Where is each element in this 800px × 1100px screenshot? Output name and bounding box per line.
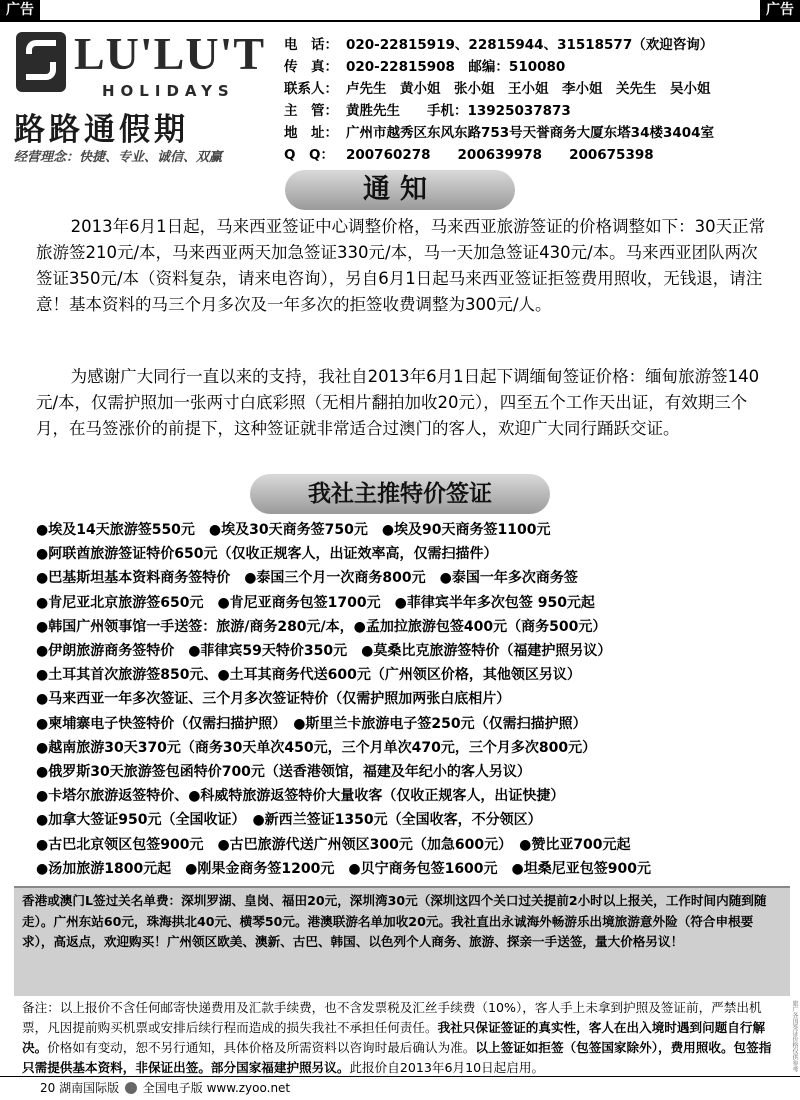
logo-subtitle: HOLIDAYS — [102, 82, 235, 100]
hk-macau-pass-box: 香港或澳门L签过关名单费：深圳罗湖、皇岗、福田20元，深圳湾30元（深圳这四个关口过关提前2小时以上报关，工作时间内随到随走）。广州东站60元，珠海拱北40元、横琴50元。港澳联游名单加收20元。我社直出永诚海外畅游乐出境旅游意外险（符合申根要求），高返点，欢迎购买！广州领区欧美、澳新、古巴、韩国、以色列个人商务、旅游、探亲一手送签，量大价格另议！ — [14, 886, 790, 996]
contact-phone — [284, 34, 796, 56]
list-item: ●越南旅游30天370元（商务30天单次450元，三个月单次470元，三个月多次800元） — [36, 739, 597, 756]
list-item: ●阿联酋旅游签证特价650元（仅收正规客人，出证效率高，仅需扫描件） — [36, 546, 498, 563]
website-link[interactable]: 全国电子版 www.zyoo.net — [142, 1081, 291, 1095]
page-footer — [0, 1076, 800, 1100]
remark-1: 备注：以上报价不含任何邮寄快递费用及汇款手续费，也不含发票税及汇丝手续费（10%），客人手上未拿到护照及签证前，严禁出机票，凡因提前购买机票或安排后续行程而造成的损失我社不承担任何责任。 — [22, 1000, 762, 1035]
contact-value: 020-22815908 邮编：510080 — [346, 59, 566, 75]
logo-s-icon — [16, 32, 66, 92]
notice-paragraph-malaysia: 2013年6月1日起，马来西亚签证中心调整价格，马来西亚旅游签证的价格调整如下：30天正常旅游签210元/本，马来西亚两天加急签证330元/本，马一天加急签证430元/本。马来西亚团队两次签证350元/本（资料复杂，请来电咨询），另自6月1日起马来西亚签证拒签费用照收，无钱退，请注意！基本资料的马三个月多次及一年多次的拒签收费调整为300元/人。 — [36, 217, 766, 314]
list-item: ●巴基斯坦基本资料商务签特价 ●泰国三个月一次商务800元 ●泰国一年多次商务签 — [36, 570, 578, 587]
list-item: ●古巴北京领区包签900元 ●古巴旅游代送广州领区300元（加急600元） ●赞比亚700元起 — [36, 836, 631, 853]
contact-label: 电 话： — [284, 37, 338, 53]
contact-label: 联系人： — [284, 81, 338, 97]
notice-paragraph-myanmar: 为感谢广大同行一直以来的支持，我社自2013年6月1日起下调缅甸签证价格：缅甸旅游签140元/本，仅需护照加一张两寸白底彩照（无相片翻拍加收20元），四至五个工作天出证，有效期三个月，在马签涨价的前提下，这种签证就非常适合过澳门的客人，欢迎广大同行踊跃交证。 — [36, 367, 760, 438]
contact-fax — [284, 56, 796, 78]
list-item: ●肯尼亚北京旅游签650元 ●肯尼亚商务包签1700元 ●菲律宾半年多次包签 950元起 — [36, 594, 595, 611]
contact-label: 主 管： — [284, 103, 338, 119]
ad-tag-left: 广告 — [0, 0, 40, 20]
list-item: ●埃及14天旅游签550元 ●埃及30天商务签750元 ●埃及90天商务签1100元 — [36, 522, 551, 538]
side-note: 旅广各国签证价格仅供参考 — [791, 1000, 798, 1072]
contact-value: 020-22815919、22815944、31518577（欢迎咨询） — [346, 37, 714, 53]
list-item: ●卡塔尔旅游返签特价、●科威特旅游返签特价大量收客（仅收正规客人，出证快捷） — [36, 788, 565, 805]
contact-qq — [284, 144, 796, 166]
promo-title: 我社主推特价签证 — [250, 474, 550, 514]
contact-block — [284, 34, 796, 166]
list-item: ●马来西亚一年多次签证、三个月多次签证特价（仅需护照加两张白底相片） — [36, 691, 511, 708]
remark-5: 此报价自2013年6月10日起启用。 — [349, 1060, 545, 1075]
list-item: ●加拿大签证950元（全国收证） ●新西兰签证1350元（全国收客，不分领区） — [36, 812, 542, 829]
list-item: ●俄罗斯30天旅游签包函特价700元（送香港领馆，福建及年纪小的客人另议） — [36, 764, 531, 781]
logo-brand: LU'LU'T — [74, 28, 266, 79]
contact-value: 200760278 200639978 200675398 — [346, 147, 654, 163]
globe-icon — [125, 1082, 137, 1094]
company-logo — [10, 28, 272, 168]
contact-value: 黄胜先生 手机：13925037873 — [346, 103, 571, 119]
page-number: 20 — [40, 1081, 56, 1095]
contact-manager — [284, 100, 796, 122]
remark-4: 以上签证如拒签（包签国家除外），费用照收。包签指只需提供基本资料，非保证出签。部分国家福建护照另议。 — [22, 1040, 772, 1075]
list-item: ●汤加旅游1800元起 ●刚果金商务签1200元 ●贝宁商务包签1600元 ●坦桑尼亚包签900元 — [36, 860, 651, 877]
list-item: ●柬埔寨电子快签特价（仅需扫描护照） ●斯里兰卡旅游电子签250元（仅需扫描护照） — [36, 715, 587, 732]
promo-list — [36, 518, 786, 881]
logo-chinese-name: 路路通假期 — [14, 112, 189, 148]
logo-motto: 经营理念：快捷、专业、诚信、双赢 — [14, 150, 223, 165]
remarks — [22, 998, 782, 1078]
contact-address — [284, 122, 796, 144]
remark-2: 我社只保证签证的真实性，客人在出入境时遇到问题自行解决。 — [22, 1020, 766, 1055]
edition-name: 湖南国际版 — [59, 1081, 120, 1095]
contact-label: Q Q： — [284, 147, 334, 163]
list-item: ●土耳其首次旅游签850元、●土耳其商务代送600元（广州领区价格，其他领区另议） — [36, 667, 581, 684]
list-item: ●韩国广州领事馆一手送签：旅游/商务280元/本，●孟加拉旅游包签400元（商务500元） — [36, 618, 607, 635]
contact-persons — [284, 78, 796, 100]
contact-label: 传 真： — [284, 59, 338, 75]
remark-3: 价格如有变动，恕不另行通知，具体价格及所需资料以咨询时最后确认为准。 — [47, 1040, 476, 1055]
contact-value: 卢先生 黄小姐 张小姐 王小姐 李小姐 关先生 吴小姐 — [346, 81, 711, 97]
list-item: ●伊朗旅游商务签特价 ●菲律宾59天特价350元 ●莫桑比克旅游签特价（福建护照另议） — [36, 643, 612, 660]
notice-title: 通知 — [285, 170, 515, 210]
contact-label: 地 址： — [284, 125, 338, 141]
ad-tag-right: 广告 — [760, 0, 800, 20]
top-divider — [0, 20, 800, 22]
contact-value: 广州市越秀区东风东路753号天誉商务大厦东塔34楼3404室 — [346, 125, 715, 141]
